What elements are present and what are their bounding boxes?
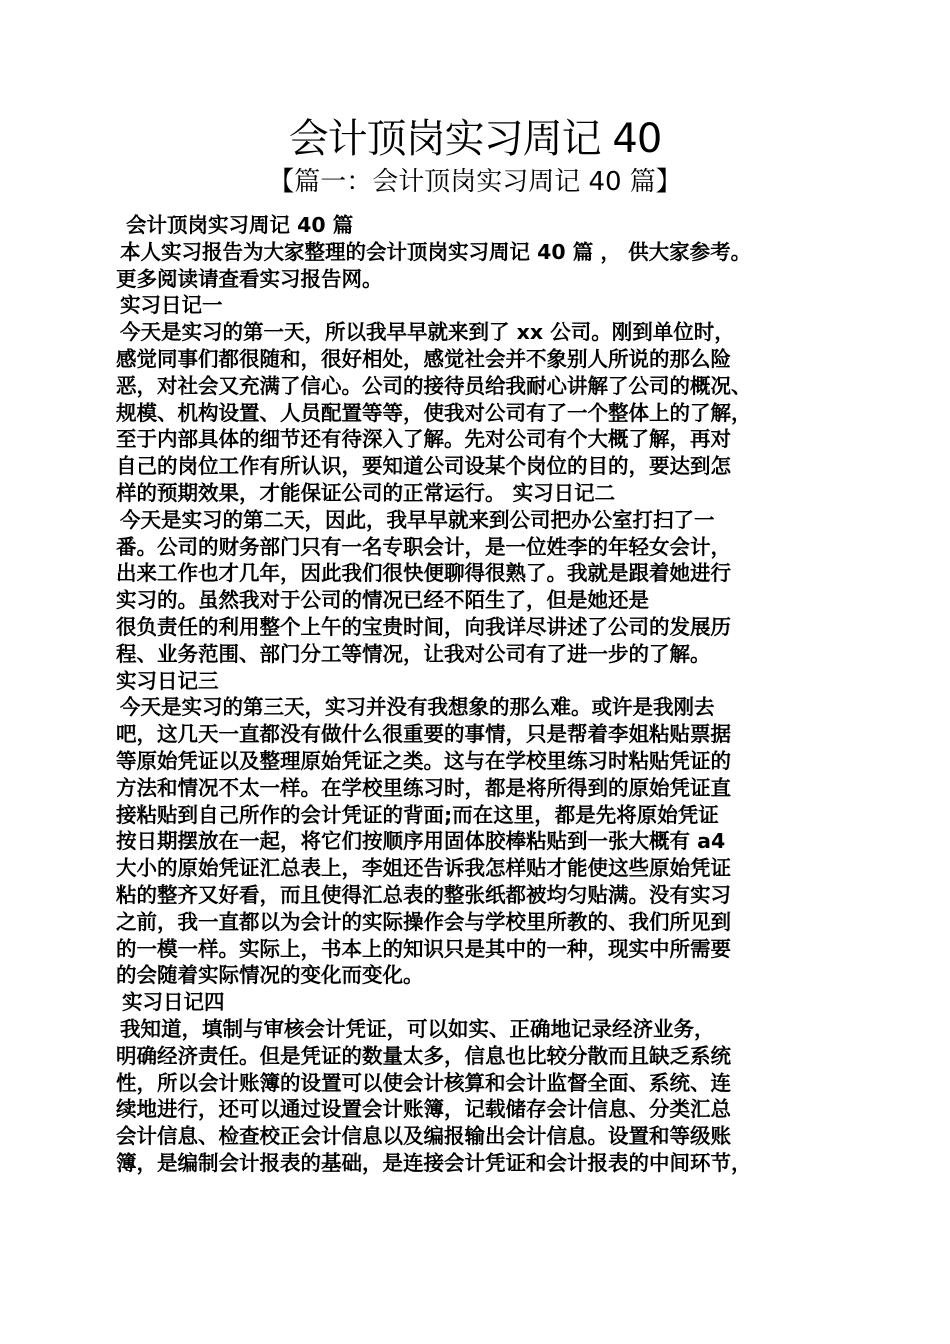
paragraph-line: 按日期摆放在一起，将它们按顺序用固体胶棒粘贴到一张大概有 a4 [116, 829, 726, 854]
paragraph-line: 至于内部具体的细节还有待深入了解。先对公司有个大概了解，再对 [116, 427, 731, 452]
paragraph-line: 性，所以会计账簿的设置可以使会计核算和会计监督全面、系统、连 [116, 1070, 731, 1095]
paragraph-line: 很负责任的利用整个上午的宝贵时间，向我详尽讲述了公司的发展历 [116, 614, 731, 639]
paragraph-line: 更多阅读请查看实习报告网。 [116, 266, 383, 291]
paragraph-line: 今天是实习的第三天，实习并没有我想象的那么难。或许是我刚去 [120, 695, 715, 720]
paragraph-line: 出来工作也才几年，因此我们很快便聊得很熟了。我就是跟着她进行 [116, 561, 731, 586]
paragraph-line: 方法和情况不太一样。在学校里练习时，都是将所得到的原始凭证直 [116, 775, 731, 800]
paragraph-line: 程、业务范围、部门分工等情况，让我对公司有了进一步的了解。 [116, 641, 711, 666]
paragraph-line: 等原始凭证以及整理原始凭证之类。这与在学校里练习时粘贴凭证的 [116, 748, 731, 773]
document-body [116, 212, 846, 1177]
paragraph-line: 恶，对社会又充满了信心。公司的接待员给我耐心讲解了公司的概况、 [116, 373, 752, 398]
paragraph-line: 实习的。虽然我对于公司的情况已经不陌生了，但是她还是 [116, 588, 649, 613]
paragraph-line: 吧，这几天一直都没有做什么很重要的事情，只是帮着李姐粘贴票据 [116, 722, 731, 747]
paragraph-line: 大小的原始凭证汇总表上，李姐还告诉我怎样贴才能使这些原始凭证 [116, 856, 731, 881]
diary-heading: 实习日记一 [120, 293, 223, 318]
paragraph-line: 会计信息、检查校正会计信息以及编报输出会计信息。设置和等级账 [116, 1124, 731, 1149]
document-subtitle: 【篇一：会计顶岗实习周记 40 篇】 [268, 167, 682, 197]
paragraph-line: 今天是实习的第一天，所以我早早就来到了 xx 公司。刚到单位时， [120, 320, 735, 345]
paragraph-line: 的会随着实际情况的变化而变化。 [116, 963, 424, 988]
paragraph-line: 之前，我一直都以为会计的实际操作会与学校里所教的、我们所见到 [116, 909, 731, 934]
paragraph-line: 接粘贴到自己所作的会计凭证的背面;而在这里，都是先将原始凭证 [116, 802, 719, 827]
paragraph-line: 簿，是编制会计报表的基础，是连接会计凭证和会计报表的中间环节， [116, 1150, 752, 1175]
paragraph-line: 明确经济责任。但是凭证的数量太多，信息也比较分散而且缺乏系统 [116, 1043, 731, 1068]
paragraph-line: 自己的岗位工作有所认识，要知道公司设某个岗位的目的，要达到怎 [116, 454, 731, 479]
document-title: 会计顶岗实习周记 40 [288, 116, 662, 162]
paragraph-line: 我知道，填制与审核会计凭证，可以如实、正确地记录经济业务， [120, 1016, 715, 1041]
paragraph-line: 感觉同事们都很随和，很好相处，感觉社会并不象别人所说的那么险 [116, 346, 731, 371]
paragraph-line: 的一模一样。实际上，书本上的知识只是其中的一种，现实中所需要 [116, 936, 731, 961]
paragraph-line: 今天是实习的第二天，因此，我早早就来到公司把办公室打扫了一 [120, 507, 715, 532]
section-heading: 会计顶岗实习周记 40 篇 [126, 213, 354, 237]
diary-heading: 实习日记四 [122, 990, 225, 1015]
paragraph-line: 本人实习报告为大家整理的会计顶岗实习周记 40 篇 ， 供大家参考。 [120, 239, 752, 264]
paragraph-line: 规模、机构设置、人员配置等等，使我对公司有了一个整体上的了解， [116, 400, 752, 425]
paragraph-line: 粘的整齐又好看，而且使得汇总表的整张纸都被均匀贴满。没有实习 [116, 882, 731, 907]
diary-heading: 实习日记三 [116, 668, 219, 693]
paragraph-line: 续地进行，还可以通过设置会计账簿，记载储存会计信息、分类汇总 [116, 1097, 731, 1122]
paragraph-line: 样的预期效果，才能保证公司的正常运行。 实习日记二 [116, 480, 616, 505]
paragraph-line: 番。公司的财务部门只有一名专职会计，是一位姓李的年轻女会计， [116, 534, 731, 559]
